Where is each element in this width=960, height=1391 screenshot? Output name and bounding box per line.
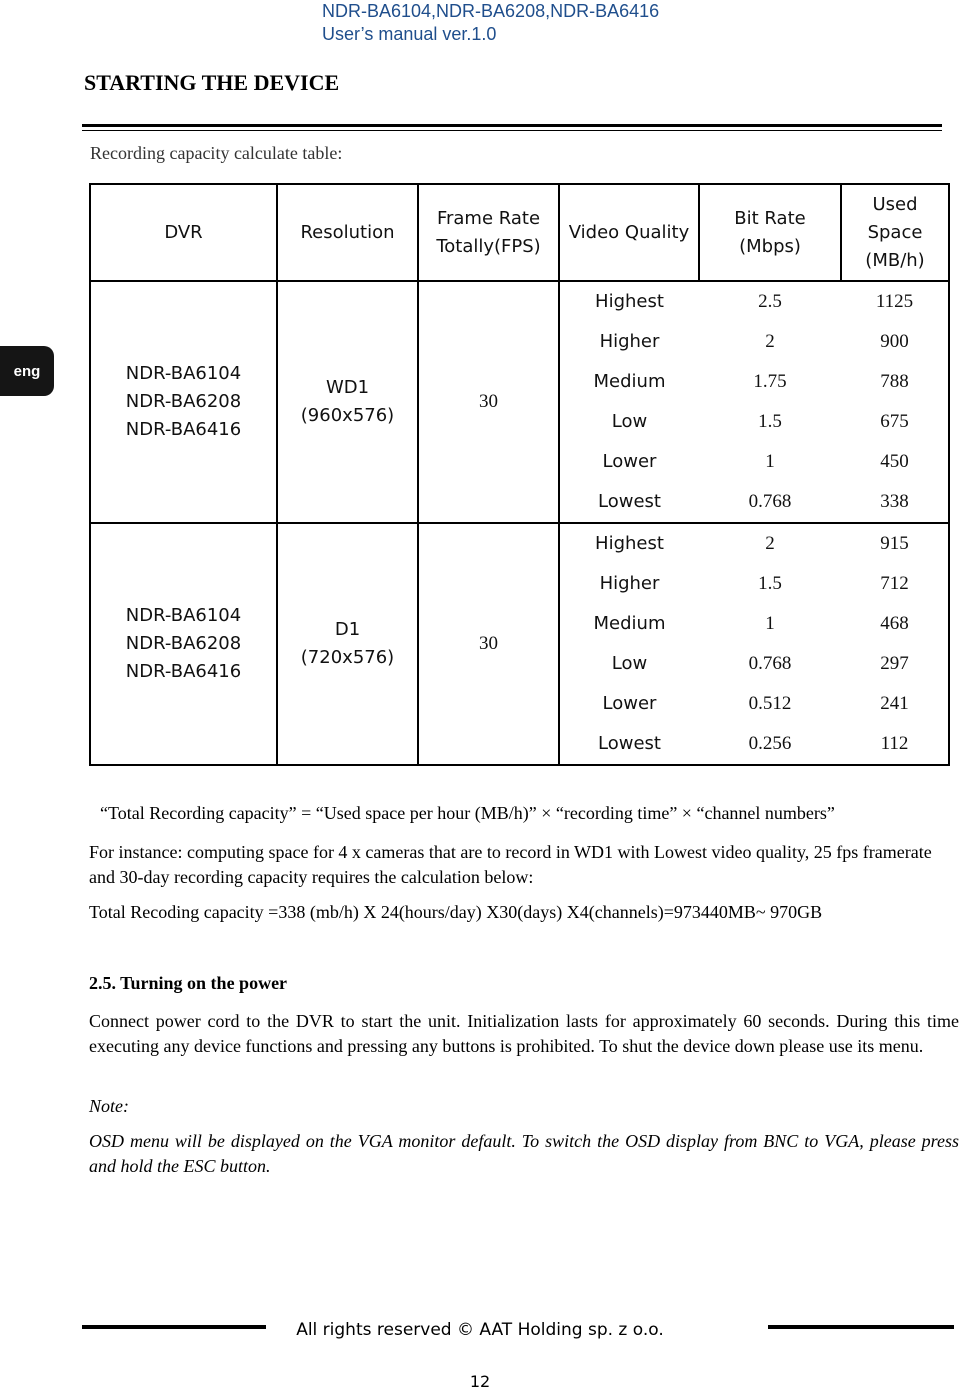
quality-cell: Low: [559, 644, 699, 684]
quality-cell: Medium: [559, 362, 699, 402]
table-header-row: [90, 184, 949, 281]
space-cell: 450: [841, 442, 949, 482]
language-tab: [0, 346, 54, 396]
table-row: [90, 281, 949, 322]
power-section-body: Connect power cord to the DVR to start the unit. Initialization lasts for approximately 60 seconds. During this time executing any device functions and pressing any buttons is prohibited. To shut the device down please use its menu.: [89, 1011, 959, 1056]
bitrate-cell: 1.5: [758, 573, 782, 594]
title-rule-thick: [82, 124, 942, 127]
bitrate-cell: 0.768: [748, 653, 792, 674]
power-section-title: 2.5. Turning on the power: [89, 973, 288, 993]
page-number: 12: [469, 1372, 491, 1391]
group-fps: 30: [418, 523, 559, 765]
section-title: STARTING THE DEVICE: [84, 70, 340, 95]
group-dvr-models: NDR-BA6104 NDR-BA6208 NDR-BA6416: [90, 281, 277, 523]
quality-cell: Lowest: [559, 482, 699, 523]
quality-cell: Highest: [559, 523, 699, 564]
instance-paragraph: For instance: computing space for 4 x cameras that are to record in WD1 with Lowest video quality, 25 fps framerate and 30-day recording capacity requires the calculation below:: [89, 842, 932, 887]
space-cell: 675: [841, 402, 949, 442]
header-bit-rate: Bit Rate (Mbps): [699, 184, 841, 281]
table-caption: Recording capacity calculate table:: [90, 143, 343, 163]
space-cell: 297: [841, 644, 949, 684]
header-manual-version: User’s manual ver.1.0: [322, 24, 497, 44]
bitrate-cell: 0.512: [748, 693, 792, 714]
note-text: OSD menu will be displayed on the VGA monitor default. To switch the OSD display from BNC to VGA, please press and hold the ESC button.: [89, 1131, 959, 1176]
table-row: [90, 523, 949, 564]
space-cell: 712: [841, 564, 949, 604]
group-resolution: WD1 (960x576): [277, 281, 418, 523]
bitrate-cell: 2: [765, 533, 775, 554]
bitrate-cell: 1: [765, 451, 775, 472]
bitrate-cell: 1: [765, 613, 775, 634]
footer-copyright: All rights reserved © AAT Holding sp. z o.o.: [296, 1320, 664, 1340]
capacity-formula: “Total Recording capacity” = “Used space per hour (MB/h)” × “recording time” × “channel numbers”: [100, 803, 835, 823]
quality-cell: Highest: [559, 281, 699, 322]
bitrate-cell: 2: [765, 331, 775, 352]
space-cell: 468: [841, 604, 949, 644]
quality-cell: Lower: [559, 684, 699, 724]
quality-cell: Medium: [559, 604, 699, 644]
quality-cell: Lower: [559, 442, 699, 482]
bitrate-cell: 0.768: [699, 482, 841, 523]
calculation-line: Total Recoding capacity =338 (mb/h) X 24(hours/day) X30(days) X4(channels)=973440MB~ 970GB: [89, 902, 823, 922]
header-used-space: Used Space (MB/h): [841, 184, 949, 281]
quality-cell: Lowest: [559, 724, 699, 765]
quality-cell: Higher: [559, 322, 699, 362]
space-cell: 112: [841, 724, 949, 765]
header-dvr: DVR: [90, 184, 277, 281]
page-header: [322, 0, 714, 46]
group-fps: 30: [418, 281, 559, 523]
bitrate-cell: 1.5: [758, 411, 782, 432]
header-frame-rate: Frame Rate Totally(FPS): [418, 184, 559, 281]
language-tab-label: eng: [13, 362, 41, 380]
quality-cell: Low: [559, 402, 699, 442]
header-video-quality: Video Quality: [559, 184, 699, 281]
space-cell: 788: [841, 362, 949, 402]
space-cell: 915: [841, 523, 949, 564]
group-resolution: D1 (720x576): [277, 523, 418, 765]
space-cell: 900: [841, 322, 949, 362]
recording-capacity-table: [89, 183, 950, 766]
space-cell: 338: [841, 482, 949, 523]
group-dvr-models: NDR-BA6104 NDR-BA6208 NDR-BA6416: [90, 523, 277, 765]
note-label: Note:: [89, 1096, 129, 1116]
bitrate-cell: 1.75: [753, 371, 787, 392]
header-resolution: Resolution: [277, 184, 418, 281]
header-models: NDR-BA6104,NDR-BA6208,NDR-BA6416: [322, 1, 660, 21]
title-rule-thin: [82, 130, 942, 131]
quality-cell: Higher: [559, 564, 699, 604]
space-cell: 241: [841, 684, 949, 724]
bitrate-cell: 0.256: [699, 724, 841, 765]
bitrate-cell: 2.5: [758, 291, 782, 312]
space-cell: 1125: [841, 281, 949, 322]
